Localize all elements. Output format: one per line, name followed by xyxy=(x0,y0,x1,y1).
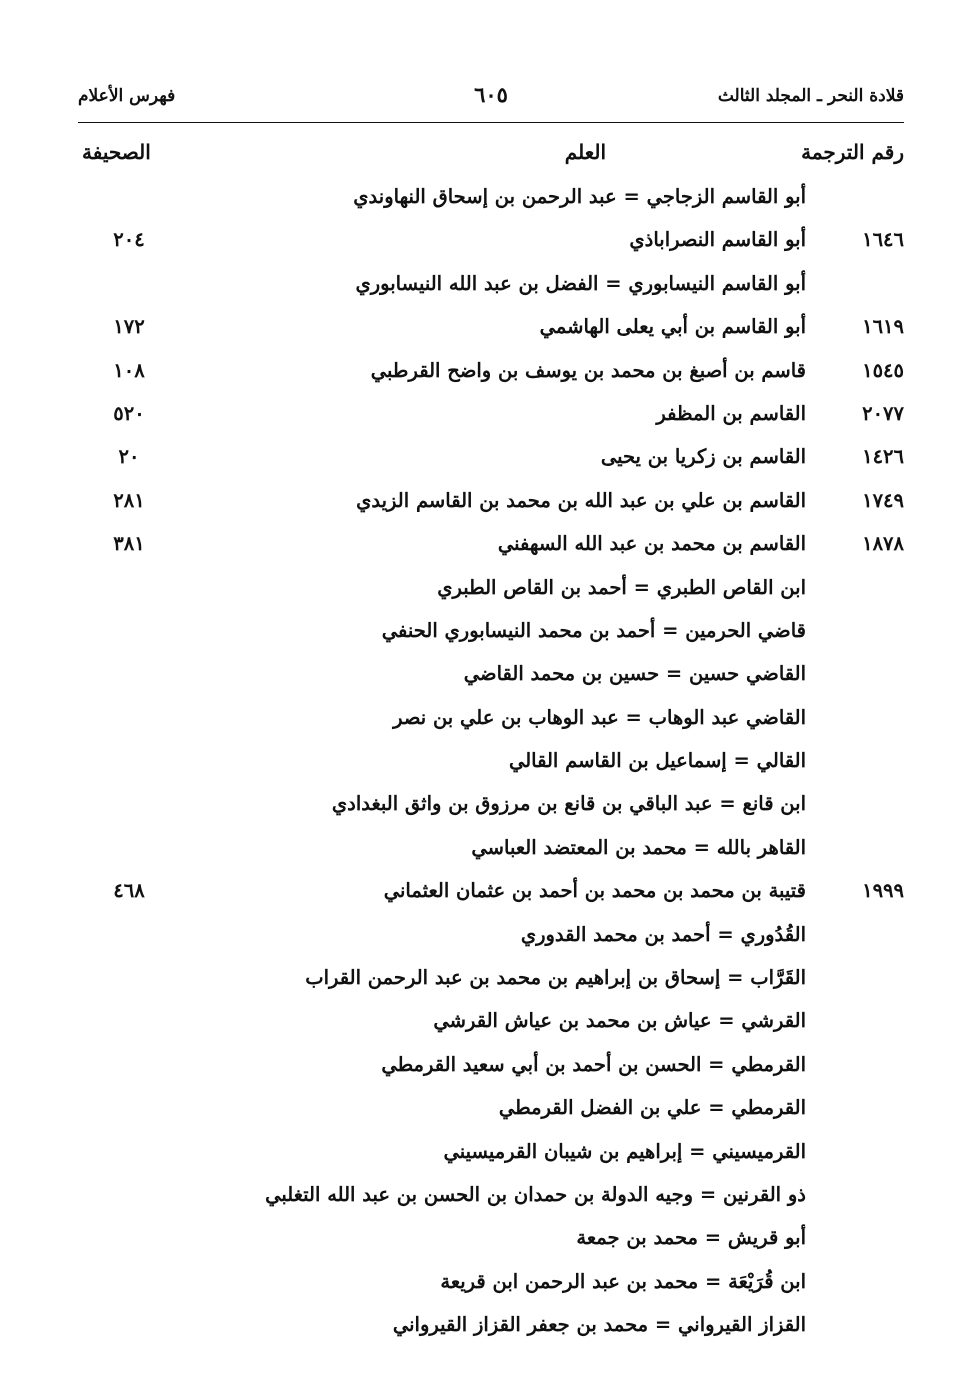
column-header-entry-number: رقم الترجمة xyxy=(801,140,904,164)
entry-page: ١٠٨ xyxy=(113,358,145,382)
entry-name: قتيبة بن محمد بن محمد بن أحمد بن عثمان العثماني xyxy=(383,879,806,903)
entry-name: القرميسيني = إبراهيم بن شيبان القرميسيني xyxy=(443,1139,806,1163)
entry-name: أبو القاسم الزجاجي = عبد الرحمن بن إسحاق النهاوندي xyxy=(353,185,806,208)
index-row xyxy=(0,307,956,350)
entry-name: القَرَّاب = إسحاق بن إبراهيم بن محمد بن عبد الرحمن القراب xyxy=(305,966,806,990)
entry-number: ١٦١٩ xyxy=(862,315,904,339)
index-row xyxy=(0,915,956,958)
entry-name: أبو القاسم بن أبي يعلى الهاشمي xyxy=(539,315,806,339)
entry-page: ١٧٢ xyxy=(113,315,145,339)
header-rule xyxy=(78,122,904,123)
entry-number: ١٦٤٦ xyxy=(862,228,904,252)
index-row xyxy=(0,1001,956,1044)
column-header-page: الصحيفة xyxy=(82,140,151,164)
entry-name: أبو قريش = محمد بن جمعة xyxy=(576,1226,806,1250)
entry-page: ٢٠ xyxy=(118,445,140,469)
index-row xyxy=(0,220,956,263)
index-row xyxy=(0,784,956,827)
index-row xyxy=(0,611,956,654)
index-row xyxy=(0,264,956,307)
entry-name: أبو القاسم النيسابوري = الفضل بن عبد الله النيسابوري xyxy=(355,271,806,295)
entry-name: القُدُوري = أحمد بن محمد القدوري xyxy=(520,922,806,946)
entry-name: القرمطي = الحسن بن أحمد بن أبي سعيد القرمطي xyxy=(381,1052,806,1076)
entry-page: ٢٨١ xyxy=(113,488,145,512)
index-row xyxy=(0,1132,956,1175)
entry-name: القزاز القيرواني = محمد بن جعفر القزاز القيرواني xyxy=(392,1313,806,1337)
index-row xyxy=(0,437,956,480)
entry-name: القاضي عبد الوهاب = عبد الوهاب بن علي بن نصر xyxy=(393,705,806,729)
entry-name: ابن قانع = عبد الباقي بن قانع بن مرزوق بن واثق البغدادي xyxy=(331,792,806,816)
index-row xyxy=(0,958,956,1001)
index-list xyxy=(0,177,956,1349)
entry-name: القرشي = عياش بن محمد بن عياش القرشي xyxy=(433,1009,806,1033)
index-row xyxy=(0,654,956,697)
index-row xyxy=(0,568,956,611)
index-row xyxy=(0,481,956,524)
index-row xyxy=(0,1045,956,1088)
entry-name: أبو القاسم النصراباذي xyxy=(629,228,806,252)
entry-name: القاسم بن المظفر xyxy=(656,401,806,425)
entry-page: ٣٨١ xyxy=(113,532,145,556)
index-row xyxy=(0,698,956,741)
book-title: قلادة النحر ـ المجلد الثالث xyxy=(717,86,904,106)
entry-number: ١٩٩٩ xyxy=(862,879,904,903)
index-row xyxy=(0,1262,956,1305)
entry-name: القاهر بالله = محمد بن المعتضد العباسي xyxy=(471,835,806,859)
entry-name: القرمطي = علي بن الفضل القرمطي xyxy=(498,1096,806,1120)
entry-page: ٤٦٨ xyxy=(113,879,145,903)
index-row xyxy=(0,1218,956,1261)
entry-number: ١٨٧٨ xyxy=(862,532,904,556)
entry-name: القاسم بن محمد بن عبد الله السهفني xyxy=(497,532,806,556)
entry-number: ١٥٤٥ xyxy=(862,358,904,382)
index-row xyxy=(0,828,956,871)
entry-name: القاضي حسين = حسين بن محمد القاضي xyxy=(463,662,806,686)
index-row xyxy=(0,177,956,220)
column-header-name: العلم xyxy=(564,140,606,164)
entry-number: ٢٠٧٧ xyxy=(862,401,904,425)
index-row xyxy=(0,1088,956,1131)
entry-page: ٥٢٠ xyxy=(113,401,145,425)
page-number: ٦٠٥ xyxy=(474,82,508,107)
entry-name: ابن قُرَيْعَة = محمد بن عبد الرحمن ابن قريعة xyxy=(440,1269,806,1293)
index-row xyxy=(0,394,956,437)
entry-number: ١٤٢٦ xyxy=(862,445,904,469)
entry-name: قاسم بن أصبغ بن محمد بن يوسف بن واضح القرطبي xyxy=(370,358,806,382)
index-row xyxy=(0,524,956,567)
entry-name: قاضي الحرمين = أحمد بن محمد النيسابوري الحنفي xyxy=(381,618,806,642)
index-row xyxy=(0,351,956,394)
running-head xyxy=(78,82,904,116)
index-row xyxy=(0,1175,956,1218)
entry-number: ١٧٤٩ xyxy=(862,488,904,512)
section-title: فهرس الأعلام xyxy=(78,86,176,106)
index-row xyxy=(0,871,956,914)
entry-name: القالي = إسماعيل بن القاسم القالي xyxy=(508,749,806,773)
entry-name: ابن القاص الطبري = أحمد بن القاص الطبري xyxy=(437,575,806,599)
entry-name: القاسم بن علي بن عبد الله بن محمد بن القاسم الزيدي xyxy=(356,488,806,512)
entry-page: ٢٠٤ xyxy=(113,228,145,252)
entry-name: ذو القرنين = وجيه الدولة بن حمدان بن الحسن بن عبد الله التغلبي xyxy=(265,1182,806,1206)
entry-name: القاسم بن زكريا بن يحيى xyxy=(600,445,806,469)
index-row xyxy=(0,1305,956,1348)
index-row xyxy=(0,741,956,784)
